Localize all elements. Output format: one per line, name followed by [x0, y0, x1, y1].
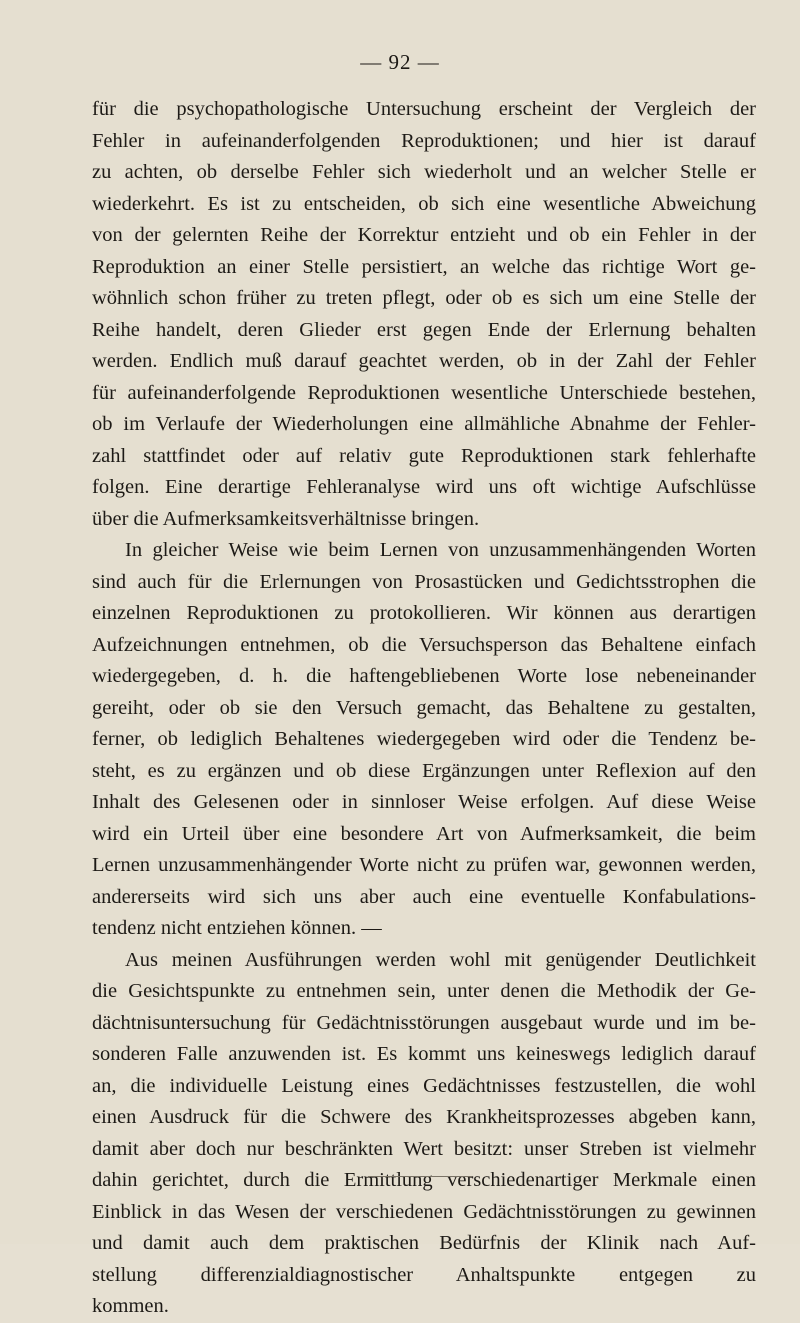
text-line: damit aber doch nur beschränkten Wert besitzt: unser Streben ist vielmehr: [92, 1137, 756, 1160]
text-line: steht, es zu ergänzen und ob diese Ergänzungen unter Reflexion auf den: [92, 759, 756, 782]
text-line: von der gelernten Reihe der Korrektur entzieht und ob ein Fehler in der: [92, 224, 756, 246]
text-line: Lernen unzusammenhängender Worte nicht zu prüfen war, gewonnen werden,: [92, 854, 756, 876]
text-line: die Gesichtspunkte zu entnehmen sein, unter denen die Methodik der Ge-: [92, 980, 756, 1002]
text-line: zu achten, ob derselbe Fehler sich wiederholt und an welcher Stelle er: [92, 161, 756, 183]
text-line: dahin gerichtet, durch die Ermittlung verschiedenartiger Merkmale einen: [92, 1169, 756, 1191]
text-line: für aufeinanderfolgende Reproduktionen wesentliche Unterschiede bestehen,: [92, 381, 756, 404]
text-line: Reihe handelt, deren Glieder erst gegen Ende der Erlernung behalten: [92, 318, 756, 341]
text-line: Einblick in das Wesen der verschiedenen Gedächtnisstörungen zu gewinnen: [92, 1200, 756, 1223]
text-line: an, die individuelle Leistung eines Gedächtnisses festzustellen, die wohl: [92, 1074, 756, 1097]
text-line: wöhnlich schon früher zu treten pflegt, oder ob es sich um eine Stelle der: [92, 287, 756, 309]
paragraph-end-line: kommen.: [92, 1295, 169, 1317]
text-line: dächtnisuntersuchung für Gedächtnisstörungen ausgebaut wurde und im be-: [92, 1011, 756, 1034]
paragraph-start-line: In gleicher Weise wie beim Lernen von unzusammenhängenden Worten: [125, 539, 756, 561]
paragraph-end-line: über die Aufmerksamkeitsverhältnisse bringen.: [92, 507, 480, 530]
paragraph-end-line: tendenz nicht entziehen können. —: [92, 917, 382, 939]
text-line: ob im Verlaufe der Wiederholungen eine allmähliche Abnahme der Fehler-: [92, 413, 756, 435]
text-line: zahl stattfindet oder auf relativ gute Reproduktionen stark fehlerhafte: [92, 444, 756, 467]
text-line: Reproduktion an einer Stelle persistiert, an welche das richtige Wort ge-: [92, 255, 756, 278]
text-line: wiederkehrt. Es ist zu entscheiden, ob sich eine wesentliche Abweichung: [92, 192, 756, 215]
text-line: stellung differenzialdiagnostischer Anhaltspunkte entgegen zu: [92, 1263, 756, 1286]
text-line: für die psychopathologische Untersuchung erscheint der Vergleich der: [92, 98, 756, 120]
closing-rule: [368, 1176, 472, 1177]
paragraph-start-line: Aus meinen Ausführungen werden wohl mit genügender Deutlichkeit: [125, 948, 756, 971]
text-line: sonderen Falle anzuwenden ist. Es kommt uns keineswegs lediglich darauf: [92, 1043, 756, 1065]
text-line: Fehler in aufeinanderfolgenden Reproduktionen; und hier ist darauf: [92, 129, 756, 152]
text-line: sind auch für die Erlernungen von Prosastücken und Gedichtsstrophen die: [92, 570, 756, 593]
text-line: andererseits wird sich uns aber auch eine eventuelle Konfabulations-: [92, 885, 756, 908]
text-line: wiedergegeben, d. h. die haftengebliebenen Worte lose nebeneinander: [92, 665, 756, 687]
body-text: [92, 94, 756, 1323]
text-line: gereiht, oder ob sie den Versuch gemacht, das Behaltene zu gestalten,: [92, 696, 756, 719]
text-line: Inhalt des Gelesenen oder in sinnloser Weise erfolgen. Auf diese Weise: [92, 791, 756, 813]
text-line: folgen. Eine derartige Fehleranalyse wird uns oft wichtige Aufschlüsse: [92, 476, 756, 498]
text-line: wird ein Urteil über eine besondere Art von Aufmerksamkeit, die beim: [92, 822, 756, 845]
text-line: ferner, ob lediglich Behaltenes wiedergegeben wird oder die Tendenz be-: [92, 728, 756, 750]
text-line: werden. Endlich muß darauf geachtet werden, ob in der Zahl der Fehler: [92, 350, 756, 372]
text-line: und damit auch dem praktischen Bedürfnis der Klinik nach Auf-: [92, 1232, 756, 1254]
text-line: einzelnen Reproduktionen zu protokollieren. Wir können aus derartigen: [92, 602, 756, 624]
text-line: einen Ausdruck für die Schwere des Krankheitsprozesses abgeben kann,: [92, 1106, 756, 1128]
page-number: — 92 —: [360, 50, 440, 74]
text-line: Aufzeichnungen entnehmen, ob die Versuchsperson das Behaltene einfach: [92, 633, 756, 656]
